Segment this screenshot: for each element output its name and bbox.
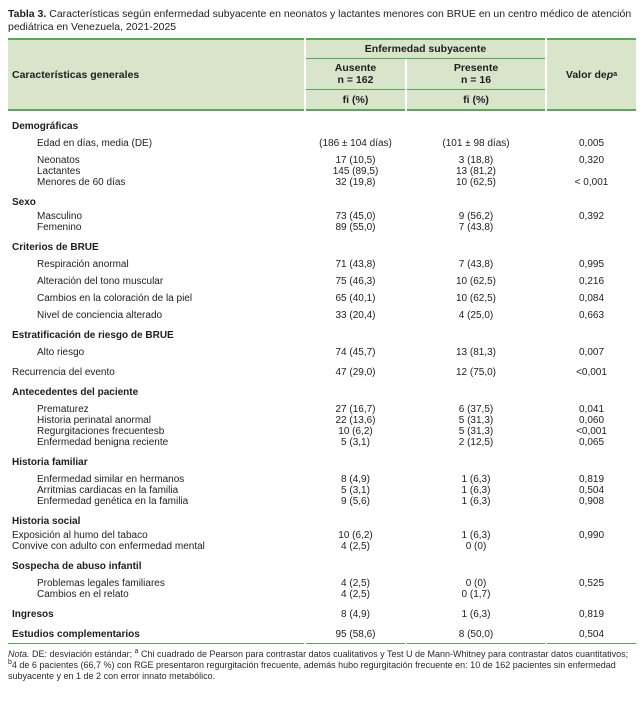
header-presente-n: n = 16 bbox=[460, 74, 492, 86]
cell-ausente: 47 (29,0) bbox=[335, 367, 376, 378]
row-label: Neonatos bbox=[37, 155, 80, 166]
row-label: Ingresos bbox=[12, 609, 54, 620]
cell-pvalue: 0,084 bbox=[578, 293, 605, 304]
cell-pvalue: 0,819 bbox=[578, 609, 605, 620]
table-row bbox=[8, 530, 636, 541]
row-label: Historia perinatal anormal bbox=[37, 415, 151, 426]
cell-presente: 5 (31,3) bbox=[458, 426, 494, 437]
table-row bbox=[8, 211, 636, 222]
cell-presente: 3 (18,8) bbox=[458, 155, 494, 166]
row-label: Edad en días, media (DE) bbox=[37, 138, 153, 149]
table-row bbox=[8, 387, 636, 398]
table-title-label: Tabla 3. bbox=[8, 8, 47, 20]
cell-presente: (101 ± 98 días) bbox=[442, 138, 510, 149]
row-label: Recurrencia del evento bbox=[12, 367, 115, 378]
cell-pvalue: 0,320 bbox=[578, 155, 605, 166]
row-label: Enfermedad similar en hermanos bbox=[37, 474, 185, 485]
table-row bbox=[8, 222, 636, 233]
row-label: Respiración anormal bbox=[37, 259, 129, 270]
table-row bbox=[8, 310, 636, 321]
cell-presente: 1 (6,3) bbox=[461, 496, 491, 507]
table-row bbox=[8, 197, 636, 208]
cell-ausente: 10 (6,2) bbox=[338, 426, 373, 437]
row-label: Lactantes bbox=[37, 166, 81, 177]
row-label: Sexo bbox=[12, 197, 36, 208]
header-fi-ausente: fi (%) bbox=[306, 90, 405, 111]
header-ausente-n: n = 162 bbox=[337, 74, 374, 86]
cell-presente: 8 (50,0) bbox=[458, 629, 494, 640]
row-label: Demográficas bbox=[12, 121, 79, 132]
footnote-sup-b: b bbox=[8, 659, 12, 666]
cell-presente: 13 (81,3) bbox=[455, 347, 497, 358]
table-title-text: Características según enfermedad subyacente en neonatos y lactantes menores con BRUE en un centro médico de atención pediátrica en Venezuela, 2021-2025 bbox=[8, 8, 632, 33]
row-label: Alto riesgo bbox=[37, 347, 85, 358]
row-label: Enfermedad benigna reciente bbox=[37, 437, 169, 448]
cell-ausente: 65 (40,1) bbox=[335, 293, 376, 304]
table-row bbox=[8, 121, 636, 132]
table-header bbox=[8, 38, 636, 111]
cell-ausente: 73 (45,0) bbox=[335, 211, 376, 222]
table-row bbox=[8, 166, 636, 177]
cell-pvalue: 0,525 bbox=[578, 578, 605, 589]
table-row bbox=[8, 485, 636, 496]
table-row bbox=[8, 177, 636, 188]
row-label: Cambios en la coloración de la piel bbox=[37, 293, 193, 304]
row-label: Femenino bbox=[37, 222, 82, 233]
cell-ausente: 74 (45,7) bbox=[335, 347, 376, 358]
row-label: Problemas legales familiares bbox=[37, 578, 165, 589]
cell-pvalue: 0,908 bbox=[578, 496, 605, 507]
cell-pvalue: 0,007 bbox=[578, 347, 605, 358]
cell-ausente: 5 (3,1) bbox=[341, 485, 370, 496]
footnote-part3: 4 de 6 pacientes (66,7 %) con RGE presentaron regurgitación frecuente, además hubo regurgitación frecuente en: 10 de 162 pacientes sin enfermedad subyacente y en 1 de 2 con error innato metabólico. bbox=[8, 660, 616, 681]
header-fi-presente: fi (%) bbox=[407, 90, 545, 111]
cell-pvalue: 0,990 bbox=[578, 530, 605, 541]
row-label: Convive con adulto con enfermedad mental bbox=[12, 541, 205, 552]
cell-pvalue: 0,995 bbox=[578, 259, 605, 270]
table-row bbox=[8, 138, 636, 149]
cell-ausente: 17 (10,5) bbox=[335, 155, 376, 166]
row-label: Criterios de BRUE bbox=[12, 242, 99, 253]
table-bottom-rule bbox=[8, 643, 636, 644]
cell-ausente: 4 (2,5) bbox=[341, 589, 370, 600]
footnote-sup-a: a bbox=[134, 648, 139, 655]
row-label: Estratificación de riesgo de BRUE bbox=[12, 330, 174, 341]
table-row bbox=[8, 259, 636, 270]
row-label: Enfermedad genética en la familia bbox=[37, 496, 189, 507]
cell-pvalue: 0,060 bbox=[578, 415, 605, 426]
cell-pvalue: 0,041 bbox=[578, 404, 605, 415]
table-row bbox=[8, 404, 636, 415]
table-row bbox=[8, 242, 636, 253]
cell-pvalue: 0,392 bbox=[578, 211, 605, 222]
bottom-rule-segment bbox=[547, 643, 636, 644]
cell-presente: 6 (37,5) bbox=[458, 404, 494, 415]
header-pvalue-p: p bbox=[606, 68, 614, 81]
row-label: Regurgitaciones frecuentesb bbox=[37, 426, 165, 437]
table-row bbox=[8, 367, 636, 378]
cell-pvalue: 0,065 bbox=[578, 437, 605, 448]
cell-presente: 1 (6,3) bbox=[461, 485, 491, 496]
table-row bbox=[8, 516, 636, 527]
cell-presente: 13 (81,2) bbox=[455, 166, 497, 177]
bottom-rule-segment bbox=[407, 643, 545, 644]
cell-ausente: (186 ± 104 días) bbox=[319, 138, 392, 149]
row-label: Historia social bbox=[12, 516, 81, 527]
table-row bbox=[8, 496, 636, 507]
header-general: Características generales bbox=[8, 38, 304, 111]
header-presente-name: Presente bbox=[453, 62, 499, 74]
cell-pvalue: 0,663 bbox=[578, 310, 605, 321]
cell-presente: 0 (1,7) bbox=[461, 589, 491, 600]
cell-pvalue: < 0,001 bbox=[574, 177, 609, 188]
cell-ausente: 32 (19,8) bbox=[335, 177, 376, 188]
cell-ausente: 22 (13,6) bbox=[335, 415, 376, 426]
cell-pvalue: 0,005 bbox=[578, 138, 605, 149]
cell-ausente: 95 (58,6) bbox=[335, 629, 376, 640]
table-row bbox=[8, 155, 636, 166]
cell-presente: 1 (6,3) bbox=[461, 474, 491, 485]
row-label: Menores de 60 días bbox=[37, 177, 126, 188]
cell-pvalue: <0,001 bbox=[576, 367, 607, 378]
cell-presente: 10 (62,5) bbox=[455, 276, 497, 287]
row-label: Arritmias cardiacas en la familia bbox=[37, 485, 179, 496]
row-label: Exposición al humo del tabaco bbox=[12, 530, 148, 541]
table-row bbox=[8, 578, 636, 589]
table-row bbox=[8, 589, 636, 600]
header-col-ausente bbox=[306, 59, 405, 90]
table-row bbox=[8, 474, 636, 485]
cell-ausente: 5 (3,1) bbox=[341, 437, 370, 448]
cell-presente: 1 (6,3) bbox=[461, 609, 491, 620]
cell-presente: 0 (0) bbox=[465, 541, 487, 552]
bottom-rule-segment bbox=[306, 643, 405, 644]
cell-presente: 4 (25,0) bbox=[458, 310, 494, 321]
footnote-part2: Chi cuadrado de Pearson para contrastar datos cualitativos y Test U de Mann-Whitney para contrastar datos cuantitativos; bbox=[138, 649, 629, 659]
cell-presente: 5 (31,3) bbox=[458, 415, 494, 426]
header-group-enfermedad-subyacente: Enfermedad subyacente bbox=[306, 38, 545, 59]
row-label: Alteración del tono muscular bbox=[37, 276, 164, 287]
cell-ausente: 27 (16,7) bbox=[335, 404, 376, 415]
cell-ausente: 75 (46,3) bbox=[335, 276, 376, 287]
cell-pvalue: 0,819 bbox=[578, 474, 605, 485]
cell-presente: 2 (12,5) bbox=[458, 437, 494, 448]
cell-ausente: 8 (4,9) bbox=[341, 609, 370, 620]
cell-ausente: 89 (55,0) bbox=[335, 222, 376, 233]
cell-pvalue: 0,504 bbox=[578, 485, 605, 496]
table-row bbox=[8, 347, 636, 358]
row-label: Cambios en el relato bbox=[37, 589, 129, 600]
cell-ausente: 4 (2,5) bbox=[341, 578, 370, 589]
table-row bbox=[8, 541, 636, 552]
table-title bbox=[8, 8, 636, 34]
footnote bbox=[8, 649, 636, 682]
cell-ausente: 145 (89,5) bbox=[332, 166, 379, 177]
cell-presente: 1 (6,3) bbox=[461, 530, 491, 541]
table-row bbox=[8, 609, 636, 620]
row-label: Sospecha de abuso infantil bbox=[12, 561, 142, 572]
row-label: Historia familiar bbox=[12, 457, 88, 468]
table-row bbox=[8, 457, 636, 468]
cell-ausente: 4 (2,5) bbox=[341, 541, 370, 552]
row-label: Estudios complementarios bbox=[12, 629, 140, 640]
row-label: Prematurez bbox=[37, 404, 89, 415]
row-label: Masculino bbox=[37, 211, 83, 222]
cell-pvalue: <0,001 bbox=[576, 426, 607, 437]
row-label: Nivel de conciencia alterado bbox=[37, 310, 163, 321]
cell-pvalue: 0,216 bbox=[578, 276, 605, 287]
cell-ausente: 8 (4,9) bbox=[341, 474, 370, 485]
table-row bbox=[8, 561, 636, 572]
table-row bbox=[8, 629, 636, 640]
cell-presente: 7 (43,8) bbox=[458, 222, 494, 233]
cell-ausente: 33 (20,4) bbox=[335, 310, 376, 321]
cell-pvalue: 0,504 bbox=[578, 629, 605, 640]
cell-ausente: 10 (6,2) bbox=[338, 530, 373, 541]
cell-presente: 12 (75,0) bbox=[455, 367, 497, 378]
table-row bbox=[8, 276, 636, 287]
cell-presente: 0 (0) bbox=[465, 578, 487, 589]
cell-presente: 9 (56,2) bbox=[458, 211, 494, 222]
table-row bbox=[8, 293, 636, 304]
header-ausente-name: Ausente bbox=[334, 62, 377, 74]
cell-presente: 10 (62,5) bbox=[455, 293, 497, 304]
footnote-nota-label: Nota. bbox=[8, 649, 30, 659]
table-body bbox=[8, 111, 636, 643]
cell-presente: 10 (62,5) bbox=[455, 177, 497, 188]
footnote-part1: DE: desviación estándar; bbox=[29, 649, 135, 659]
row-label: Antecedentes del paciente bbox=[12, 387, 139, 398]
cell-ausente: 9 (5,6) bbox=[341, 496, 370, 507]
cell-presente: 7 (43,8) bbox=[458, 259, 494, 270]
table-row bbox=[8, 330, 636, 341]
table-row bbox=[8, 415, 636, 426]
table-row bbox=[8, 437, 636, 448]
header-pvalue-prefix: Valor de bbox=[565, 68, 607, 81]
cell-ausente: 71 (43,8) bbox=[335, 259, 376, 270]
header-col-presente bbox=[407, 59, 545, 90]
table-row bbox=[8, 426, 636, 437]
bottom-rule-segment bbox=[8, 643, 304, 644]
header-pvalue: Valor de p a bbox=[547, 38, 636, 111]
